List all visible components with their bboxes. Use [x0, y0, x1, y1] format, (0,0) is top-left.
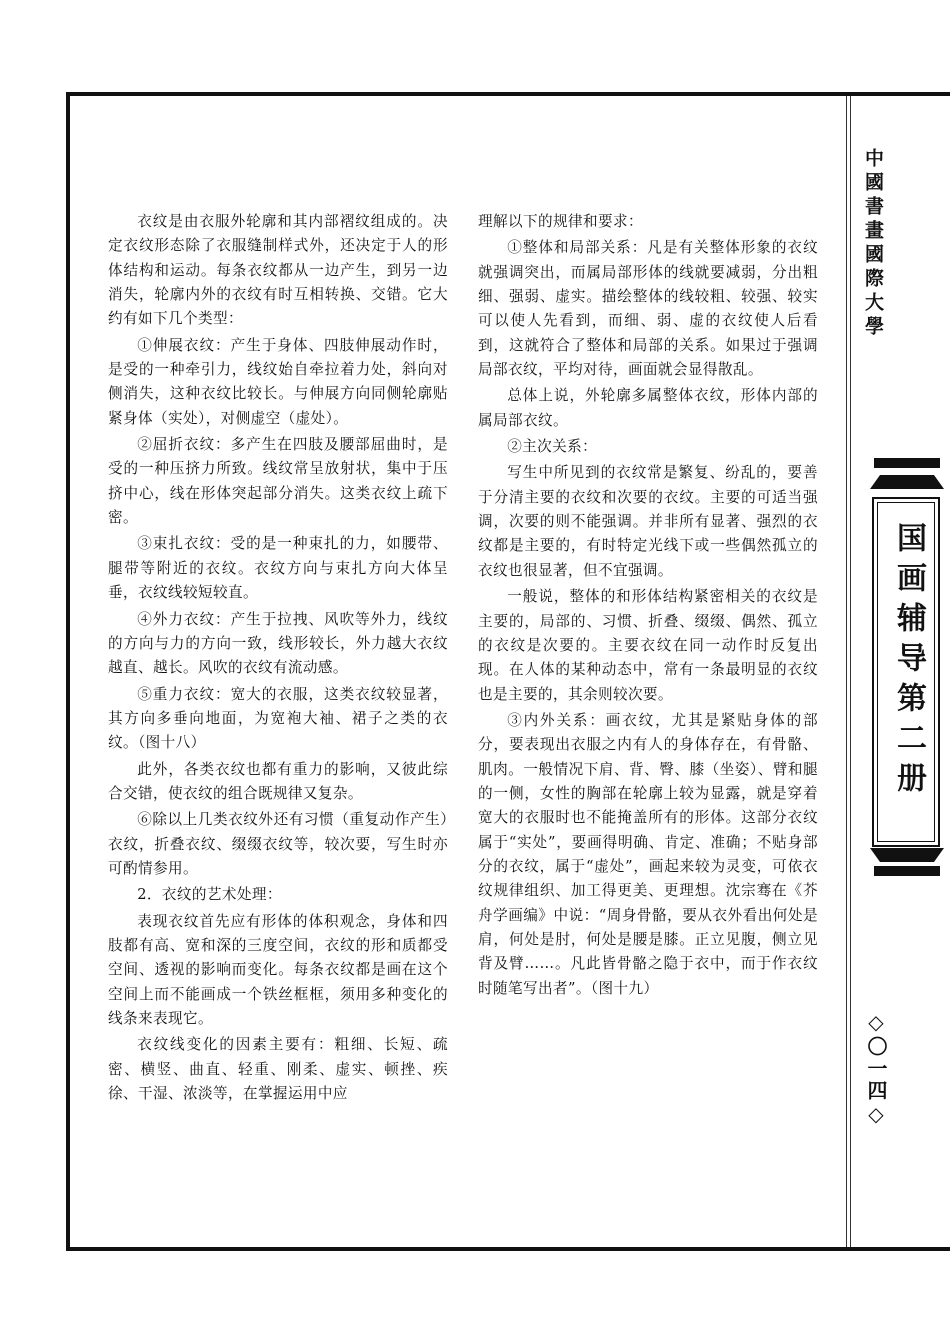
- paragraph-continuation: 理解以下的规律和要求：: [478, 213, 643, 230]
- page-number: ◇〇一四◇: [864, 1010, 888, 1128]
- paragraph-primary-folds: 一般说，整体的和形体结构紧密相关的衣纹是主要的，局部的、习惯、折叠、缀缀、偶然、孤立的衣纹是次要的。主要衣纹在同一动作时反复出现。在人体的某种动态中，常有一条最明显的衣纹也是主要的，其余则较次要。: [478, 588, 818, 703]
- book-title: 国画辅导第二册: [891, 522, 926, 802]
- paragraph-sketching-folds: 写生中所见到的衣纹常是繁复、纷乱的，要善于分清主要的衣纹和次要的衣纹。主要的可适当强调，次要的则不能强调。并非所有显著、强烈的衣纹都是主要的，有时特定光线下或一些偶然孤立的衣纹也很显著，但不宜强调。: [478, 464, 818, 579]
- sidebar-university-title: 中國書畫國際大學: [862, 148, 884, 340]
- sidebar-rule-left: [846, 96, 847, 1247]
- sidebar-ornament-bar-top: [874, 458, 940, 468]
- paragraph-whole-and-part: ①整体和局部关系：凡是有关整体形象的衣纹就强调突出，而属局部形体的线就要减弱，分出粗细、强弱、虚实。描绘整体的线较粗、较强、较实可以使人先看到，而细、弱、虚的衣纹使人后看到，这就符合了整体和局部的关系。如果过于强调局部衣纹，平均对待，画面就会显得散乱。: [478, 239, 818, 379]
- paragraph-tie-folds: ③束扎衣纹：受的是一种束扎的力，如腰带、腿带等附近的衣纹。衣纹方向与束扎方向大体呈垂，衣纹线较短较直。: [108, 535, 448, 602]
- paragraph-bend-folds: ②屈折衣纹：多产生在四肢及腰部屈曲时，是受的一种压挤力所致。线纹常呈放射状，集中于压挤中心，线在形体突起部分消失。这类衣纹上疏下密。: [108, 436, 448, 527]
- section-heading-primary-secondary: ②主次关系：: [507, 438, 598, 456]
- paragraph-intro: 衣纹是由衣服外轮廓和其内部褶纹组成的。决定衣纹形态除了衣服缝制样式外，还决定于人的形体结构和运动。每条衣纹都从一边产生，到另一边消失，轮廓内外的衣纹有时互相转换、交错。它大约有如下几个类型：: [108, 213, 448, 328]
- paragraph-combined-effects: 此外，各类衣纹也都有重力的影响，又彼此综合交错，使衣纹的组合既规律又复杂。: [108, 760, 448, 802]
- paragraph-overall-summary: 总体上说，外轮廓多属整体衣纹，形体内部的属局部衣纹。: [478, 387, 818, 429]
- sidebar-rule-left-inner: [850, 96, 851, 1247]
- paragraph-inner-outer: ③内外关系：画衣纹，尤其是紧贴身体的部分，要表现出衣服之内有人的身体存在，有骨骼、肌肉。一般情况下肩、背、臀、膝（坐姿）、臂和腿的一侧，女性的胸部在轮廓上较为显露，就是穿着宽大的衣服时也不能掩盖所有的形体。这部分衣纹属于“实处”，要画得明确、肯定、准确；不贴身部分的衣纹，属于“虚处”，画起来较为灵变，可依衣纹规律组织、加工得更美、更理想。沈宗骞在《芥舟学画编》中说：“周身骨骼，要从衣外看出何处是肩，何处是肘，何处是腰是膝。正立见腹，侧立见背及臂……。凡此皆骨骼之隐于衣中，而于作衣纹时随笔写出者”。（图十九）: [478, 711, 818, 997]
- page-frame-top-border: [66, 92, 950, 96]
- paragraph-stretch-folds: ①伸展衣纹：产生于身体、四肢伸展动作时，是受的一种牵引力，线纹始自牵拉着力处，斜向对侧消失，这种衣纹比较长。与伸展方向同侧轮廓贴紧身体（实处），对侧虚空（虚处）。: [108, 336, 448, 427]
- sidebar-ornament-bar-bottom: [874, 866, 940, 876]
- section-heading-artistic-treatment: 2．衣纹的艺术处理：: [137, 886, 282, 904]
- paragraph-line-variation: 衣纹线变化的因素主要有：粗细、长短、疏密、横竖、曲直、轻重、刚柔、虚实、顿挫、疾徐、干湿、浓淡等，在掌握运用中应: [108, 1036, 448, 1103]
- body-text-left-column: [108, 210, 448, 1108]
- body-text-right-column: [478, 210, 818, 1003]
- paragraph-volume-concept: 表现衣纹首先应有形体的体积观念，身体和四肢都有高、宽和深的三度空间，衣纹的形和质都受空间、透视的影响而变化。每条衣纹都是画在这个空间上而不能画成一个铁丝框框，须用多种变化的线条来表现它。: [108, 912, 448, 1027]
- sidebar-ornament-chevron-top: [870, 475, 944, 489]
- paragraph-gravity-folds: ⑤重力衣纹：宽大的衣服，这类衣纹较显著，其方向多垂向地面，为宽袍大袖、裙子之类的衣纹。（图十八）: [108, 685, 448, 752]
- page-frame-left-border: [66, 92, 70, 1251]
- paragraph-external-force-folds: ④外力衣纹：产生于拉拽、风吹等外力，线纹的方向与力的方向一致，线形较长，外力越大衣纹越直、越长。风吹的衣纹有流动感。: [108, 610, 448, 677]
- paragraph-habit-folds: ⑥除以上几类衣纹外还有习惯（重复动作产生）衣纹，折叠衣纹、缀缀衣纹等，较次要，写生时亦可酌情参用。: [108, 811, 448, 877]
- page-frame-bottom-border: [66, 1247, 950, 1251]
- sidebar-ornament-chevron-bottom: [870, 848, 944, 862]
